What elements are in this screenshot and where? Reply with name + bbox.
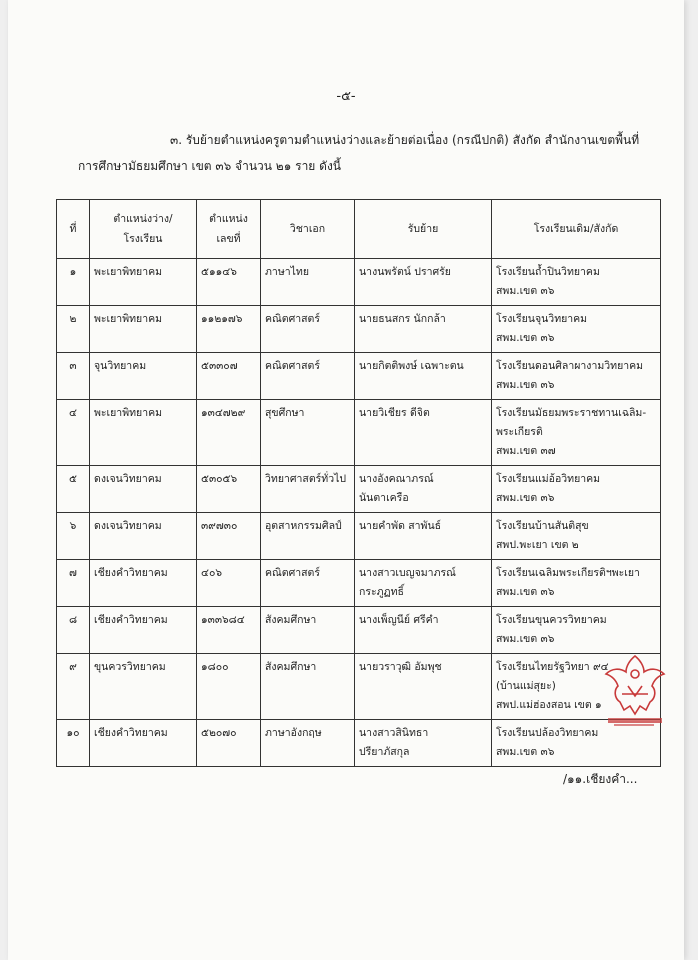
cell-vacancy: จุนวิทยาคม: [90, 353, 197, 400]
header-position: ตำแหน่ง เลขที่: [197, 200, 261, 259]
transferee-surname: นันตาเครือ: [359, 492, 409, 504]
origin-line-1: โรงเรียนขุนควรวิทยาคม: [496, 614, 607, 626]
cell-transferee: [355, 306, 492, 353]
cell-no: ๙: [57, 654, 90, 720]
cell-position: ๕๓๐๕๖: [197, 466, 261, 513]
cell-transferee: [355, 400, 492, 466]
cell-position: ๓๙๗๓๐: [197, 513, 261, 560]
cell-origin: [492, 259, 661, 306]
origin-line-3: สพป.แม่ฮ่องสอน เขต ๑: [496, 699, 602, 711]
cell-transferee: [355, 259, 492, 306]
cell-position: ๔๐๖: [197, 560, 261, 607]
cell-transferee: [355, 720, 492, 767]
cell-origin: [492, 607, 661, 654]
cell-origin: [492, 400, 661, 466]
cell-position: ๑๑๒๑๗๖: [197, 306, 261, 353]
transfer-table: [56, 199, 661, 767]
cell-no: ๕: [57, 466, 90, 513]
cell-major: คณิตศาสตร์: [261, 353, 355, 400]
cell-no: ๗: [57, 560, 90, 607]
origin-line-1: โรงเรียนบ้านสันติสุข: [496, 520, 589, 532]
page-number: -๕-: [336, 89, 356, 104]
origin-line-2: สพม.เขต ๓๖: [496, 492, 555, 504]
transferee-name: นายกิตติพงษ์ เฉพาะตน: [359, 360, 464, 372]
origin-line-2: สพม.เขต ๓๖: [496, 746, 555, 758]
cell-no: ๑๐: [57, 720, 90, 767]
cell-transferee: [355, 654, 492, 720]
origin-line-3: สพม.เขต ๓๗: [496, 445, 556, 457]
cell-position: ๕๑๑๔๖: [197, 259, 261, 306]
transferee-name: นางนพรัตน์ ปราศรัย: [359, 266, 451, 278]
origin-line-2: (บ้านแม่สุยะ): [496, 680, 556, 692]
garuda-seal-icon: [600, 650, 670, 732]
transferee-name: นายวราวุฒิ อัมพุช: [359, 661, 442, 673]
transferee-surname: ปรียาภัสกุล: [359, 746, 410, 758]
continuation-note: /๑๑.เชียงคำ...: [563, 772, 638, 786]
cell-no: ๖: [57, 513, 90, 560]
cell-major: คณิตศาสตร์: [261, 560, 355, 607]
cell-position: ๑๓๓๖๘๔: [197, 607, 261, 654]
cell-major: คณิตศาสตร์: [261, 306, 355, 353]
cell-no: ๑: [57, 259, 90, 306]
table-row: [57, 560, 661, 607]
cell-vacancy: ขุนควรวิทยาคม: [90, 654, 197, 720]
table-header-row: [57, 200, 661, 259]
cell-vacancy: พะเยาพิทยาคม: [90, 259, 197, 306]
transferee-name: นายคำพัด สาพันธ์: [359, 520, 442, 532]
cell-transferee: [355, 353, 492, 400]
cell-position: ๕๒๐๗๐: [197, 720, 261, 767]
cell-major: ภาษาอังกฤษ: [261, 720, 355, 767]
table-row: [57, 607, 661, 654]
cell-position: ๑๓๔๗๒๙: [197, 400, 261, 466]
table-row: [57, 353, 661, 400]
origin-line-2: สพม.เขต ๓๖: [496, 332, 555, 344]
intro-line-1: ๓. รับย้ายตำแหน่งครูตามตำแหน่งว่างและย้ายต่อเนื่อง (กรณีปกติ) สังกัด สำนักงานเขตพื้นที่: [170, 133, 640, 147]
intro-line-2: การศึกษามัธยมศึกษา เขต ๓๖ จำนวน ๒๑ ราย ดังนี้: [78, 159, 342, 173]
cell-vacancy: พะเยาพิทยาคม: [90, 400, 197, 466]
cell-major: อุตสาหกรรมศิลป์: [261, 513, 355, 560]
cell-no: ๓: [57, 353, 90, 400]
document-page: [8, 0, 684, 960]
origin-line-2: สพม.เขต ๓๖: [496, 379, 555, 391]
table-row: [57, 259, 661, 306]
cell-no: ๒: [57, 306, 90, 353]
cell-major: สังคมศึกษา: [261, 654, 355, 720]
origin-line-1: โรงเรียนจุนวิทยาคม: [496, 313, 588, 325]
origin-line-2: สพม.เขต ๓๖: [496, 285, 555, 297]
origin-line-2: พระเกียรติ: [496, 426, 543, 438]
table-row: [57, 466, 661, 513]
origin-line-1: โรงเรียนเฉลิมพระเกียรติฯพะเยา: [496, 567, 640, 579]
origin-line-1: โรงเรียนแม่อ้อวิทยาคม: [496, 473, 601, 485]
header-no: ที่: [57, 200, 90, 259]
cell-vacancy: ดงเจนวิทยาคม: [90, 466, 197, 513]
origin-line-1: โรงเรียนปล้องวิทยาคม: [496, 727, 599, 739]
transferee-name: นางสาวสินิทธา: [359, 727, 429, 739]
cell-vacancy: พะเยาพิทยาคม: [90, 306, 197, 353]
cell-major: สุขศึกษา: [261, 400, 355, 466]
cell-vacancy: เชียงคำวิทยาคม: [90, 560, 197, 607]
table-row: [57, 400, 661, 466]
transferee-name: นางสาวเบญจมาภรณ์: [359, 567, 456, 579]
cell-no: ๔: [57, 400, 90, 466]
origin-line-2: สพม.เขต ๓๖: [496, 633, 555, 645]
cell-position: ๕๓๓๐๗: [197, 353, 261, 400]
transferee-name: นายธนสกร นักกล้า: [359, 313, 446, 325]
cell-origin: [492, 513, 661, 560]
table-row: [57, 513, 661, 560]
cell-origin: [492, 306, 661, 353]
cell-transferee: [355, 560, 492, 607]
cell-transferee: [355, 466, 492, 513]
header-vacancy: ตำแหน่งว่าง/ โรงเรียน: [90, 200, 197, 259]
origin-line-2: สพป.พะเยา เขต ๒: [496, 539, 579, 551]
header-transferee: รับย้าย: [355, 200, 492, 259]
origin-line-1: โรงเรียนไทยรัฐวิทยา ๙๔: [496, 661, 609, 673]
cell-no: ๘: [57, 607, 90, 654]
table-row: [57, 306, 661, 353]
origin-line-1: โรงเรียนดอนศิลาผางามวิทยาคม: [496, 360, 644, 372]
header-major: วิชาเอก: [261, 200, 355, 259]
transferee-surname: กระภูฏทธิ์: [359, 586, 404, 598]
cell-position: ๑๘๐๐: [197, 654, 261, 720]
table-row: [57, 654, 661, 720]
cell-vacancy: เชียงคำวิทยาคม: [90, 607, 197, 654]
cell-major: ภาษาไทย: [261, 259, 355, 306]
table-row: [57, 720, 661, 767]
cell-vacancy: ดงเจนวิทยาคม: [90, 513, 197, 560]
origin-line-2: สพม.เขต ๓๖: [496, 586, 555, 598]
cell-major: สังคมศึกษา: [261, 607, 355, 654]
cell-transferee: [355, 607, 492, 654]
transferee-name: นางเพ็ญนีย์ ศรีคำ: [359, 614, 439, 626]
transferee-name: นางอังคณาภรณ์: [359, 473, 434, 485]
cell-origin: [492, 560, 661, 607]
cell-origin: [492, 466, 661, 513]
origin-line-1: โรงเรียนถ้ำปินวิทยาคม: [496, 266, 600, 278]
transferee-name: นายวิเชียร ดีจิต: [359, 407, 430, 419]
cell-vacancy: เชียงคำวิทยาคม: [90, 720, 197, 767]
cell-origin: [492, 353, 661, 400]
origin-line-1: โรงเรียนมัธยมพระราชทานเฉลิม-: [496, 407, 647, 419]
cell-transferee: [355, 513, 492, 560]
header-origin: โรงเรียนเดิม/สังกัด: [492, 200, 661, 259]
cell-major: วิทยาศาสตร์ทั่วไป: [261, 466, 355, 513]
